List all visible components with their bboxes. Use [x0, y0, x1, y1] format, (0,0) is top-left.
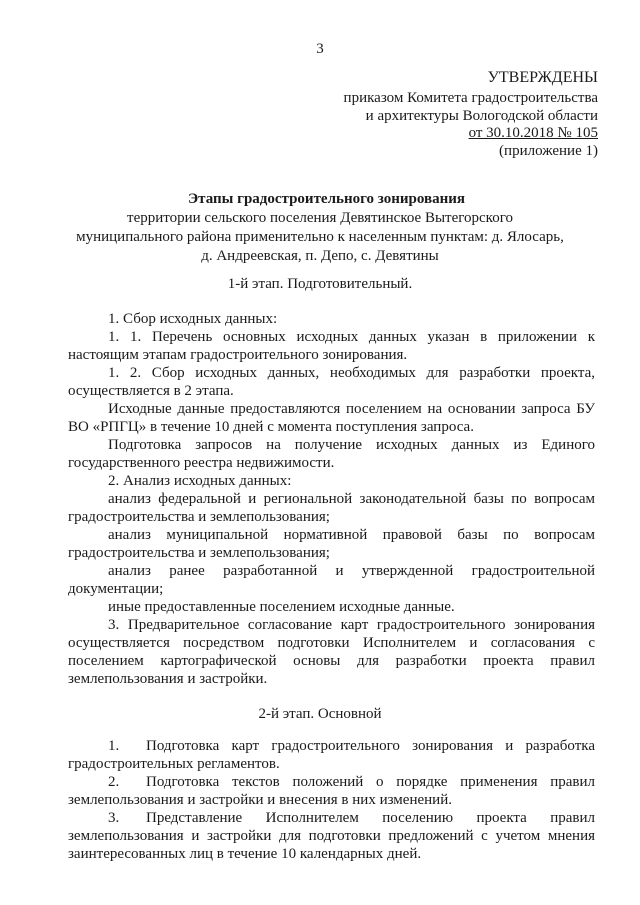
stage-2-item-cont: землепользования и застройки для подготовки предложений с учетом мнения [68, 828, 595, 844]
stage-1-item-3-cont-1: осуществляется посредством подготовки Исполнителем и согласования с [68, 635, 595, 651]
analysis-item-3: анализ ранее разработанной и утвержденной градостроительной [108, 563, 595, 579]
analysis-item-2-cont: градостроительства и землепользования; [68, 545, 330, 561]
stage-1-item-2: 2. Анализ исходных данных: [108, 473, 292, 489]
analysis-item-2: анализ муниципальной нормативной правовой базы по вопросам [108, 527, 595, 543]
approval-line-2: и архитектуры Вологодской области [365, 108, 598, 124]
requests-paragraph: Подготовка запросов на получение исходных данных из Единого [108, 437, 595, 453]
stage-1-item-3: 3. Предварительное согласование карт градостроительного зонирования [108, 617, 595, 633]
stage-2-item-text: Представление Исполнителем поселению проекта правил [146, 810, 595, 826]
source-data-paragraph: Исходные данные предоставляются поселением на основании запроса БУ [108, 401, 595, 417]
stage-1-item-1-1: 1. 1. Перечень основных исходных данных указан в приложении к [108, 329, 595, 345]
analysis-item-3-cont: документации; [68, 581, 164, 597]
stage-1-item-3-cont-3: землепользования и застройки. [68, 671, 268, 687]
stage-1-item-1-2: 1. 2. Сбор исходных данных, необходимых для разработки проекта, [108, 365, 595, 381]
source-data-paragraph-cont: ВО «РПГЦ» в течение 10 дней с момента поступления запроса. [68, 419, 474, 435]
stage-1-item-1-1-cont: настоящим этапам градостроительного зонирования. [68, 347, 408, 363]
stage-2-item-cont: землепользования и застройки и внесения в них изменений. [68, 792, 452, 808]
analysis-item-1: анализ федеральной и региональной законодательной базы по вопросам [108, 491, 595, 507]
stage-2-item-text: Подготовка текстов положений о порядке применения правил [146, 774, 595, 790]
stage-2-item-number: 2. [108, 774, 120, 790]
title-line-3: муниципального района применительно к населенным пунктам: д. Ялосарь, [76, 229, 564, 245]
stage-2-heading: 2-й этап. Основной [258, 706, 382, 722]
stage-1-item-1: 1. Сбор исходных данных: [108, 311, 278, 327]
stage-2-item-number: 1. [108, 738, 120, 754]
title-line-2: территории сельского поселения Девятинское Вытегорского [127, 210, 513, 226]
page-number: 3 [316, 41, 324, 57]
approval-line-1: приказом Комитета градостроительства [343, 90, 598, 106]
title-line-4: д. Андреевская, п. Депо, с. Девятины [201, 248, 439, 264]
stage-2-item-text: Подготовка карт градостроительного зонирования и разработка [146, 738, 595, 754]
stage-1-item-3-cont-2: поселением картографической основы для разработки проекта правил [68, 653, 595, 669]
stage-2-item-cont: градостроительных регламентов. [68, 756, 280, 772]
stage-2-item-number: 3. [108, 810, 120, 826]
approval-order-ref: от 30.10.2018 № 105 [468, 125, 598, 141]
stage-1-item-1-2-cont: осуществляется в 2 этапа. [68, 383, 234, 399]
analysis-item-4: иные предоставленные поселением исходные данные. [108, 599, 455, 615]
stage-1-heading: 1-й этап. Подготовительный. [227, 276, 413, 292]
requests-paragraph-cont: государственного реестра недвижимости. [68, 455, 335, 471]
approval-line-4: (приложение 1) [499, 143, 598, 159]
stage-2-item-cont: заинтересованных лиц в течение 10 календарных дней. [68, 846, 422, 862]
title-bold: Этапы градостроительного зонирования [188, 191, 465, 207]
approval-title: УТВЕРЖДЕНЫ [487, 69, 598, 86]
analysis-item-1-cont: градостроительства и землепользования; [68, 509, 330, 525]
